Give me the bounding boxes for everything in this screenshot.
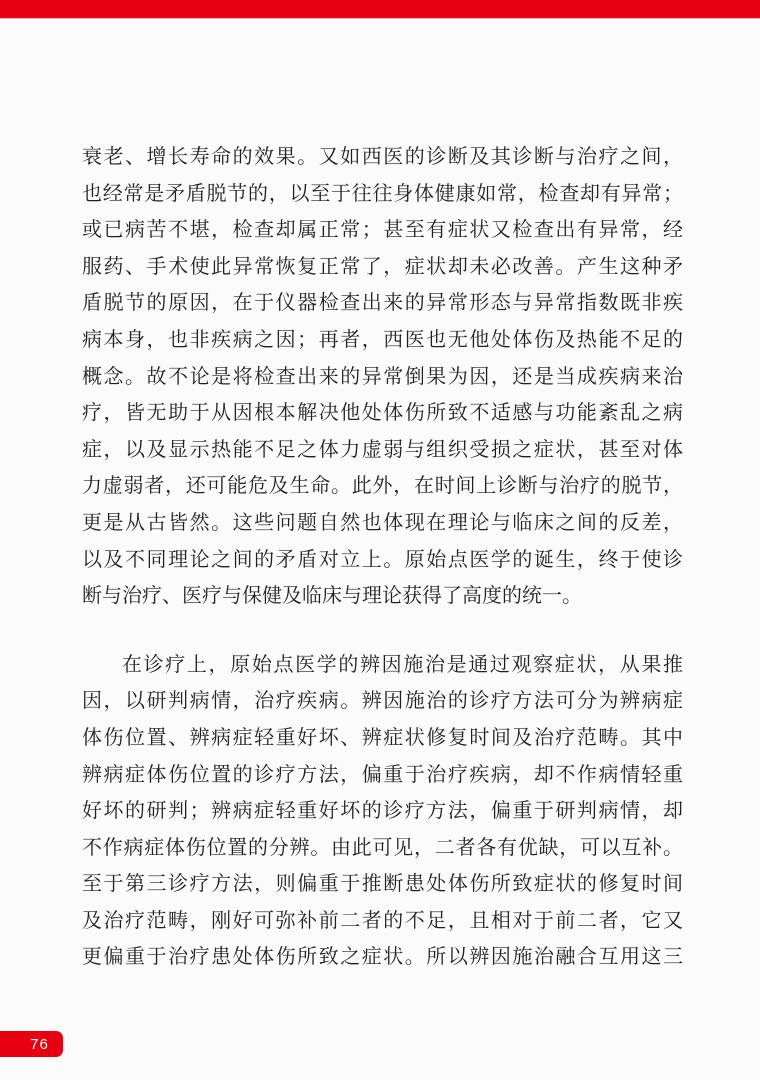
page-number-badge: [0, 1031, 63, 1057]
text-line: 或已病苦不堪，检查却属正常；甚至有症状又检查出有异常，经: [82, 219, 683, 242]
text-line: 更偏重于治疗患处体伤所致之症状。所以辨因施治融合互用这三: [82, 946, 683, 969]
header-bar: [0, 0, 760, 18]
text-line: 症，以及显示热能不足之体力虚弱与组织受损之症状，甚至对体: [82, 438, 683, 461]
paragraph: [82, 139, 683, 615]
text-line: 衰老、增长寿命的效果。又如西医的诊断及其诊断与治疗之间，: [82, 146, 683, 168]
text-line: 至于第三诊疗方法，则偏重于推断患处体伤所致症状的修复时间: [82, 873, 683, 896]
text-line: 断与治疗、医疗与保健及临床与理论获得了高度的统一。: [82, 585, 582, 608]
text-line: 不作病症体伤位置的分辨。由此可见，二者各有优缺，可以互补。: [82, 836, 683, 859]
text-line: 也经常是矛盾脱节的，以至于往往身体健康如常，检查却有异常；: [82, 182, 683, 205]
text-line: 因，以研判病情，治疗疾病。辨因施治的诊疗方法可分为辨病症: [82, 690, 683, 713]
text-line: 更是从古皆然。这些问题自然也体现在理论与临床之间的反差，: [82, 511, 683, 534]
text-line: 疗，皆无助于从因根本解决他处体伤所致不适感与功能紊乱之病: [82, 402, 683, 425]
text-line: 辨病症体伤位置的诊疗方法，偏重于治疗疾病，却不作病情轻重: [82, 763, 683, 786]
page-number: 76: [30, 1035, 49, 1053]
text-line: 盾脱节的原因，在于仪器检查出来的异常形态与异常指数既非疾: [82, 292, 683, 315]
text-line: 服药、手术使此异常恢复正常了，症状却未必改善。产生这种矛: [82, 255, 683, 278]
text-line: 病本身，也非疾病之因；再者，西医也无他处体伤及热能不足的: [82, 328, 683, 351]
text-line: 力虚弱者，还可能危及生命。此外，在时间上诊断与治疗的脱节，: [82, 475, 683, 498]
text-line: 概念。故不论是将检查出来的异常倒果为因，还是当成疾病来治: [82, 365, 683, 388]
text-line: 及治疗范畴，刚好可弥补前二者的不足，且相对于前二者，它又: [82, 909, 683, 932]
text-line: 好坏的研判；辨病症轻重好坏的诊疗方法，偏重于研判病情，却: [82, 800, 683, 823]
text-line: 在诊疗上，原始点医学的辨因施治是通过观察症状，从果推: [122, 653, 683, 676]
text-line: 以及不同理论之间的矛盾对立上。原始点医学的诞生，终于使诊: [82, 548, 683, 571]
text-block: [82, 139, 683, 976]
paragraph: [82, 647, 683, 976]
text-line: 体伤位置、辨病症轻重好坏、辨症状修复时间及治疗范畴。其中: [82, 726, 683, 749]
